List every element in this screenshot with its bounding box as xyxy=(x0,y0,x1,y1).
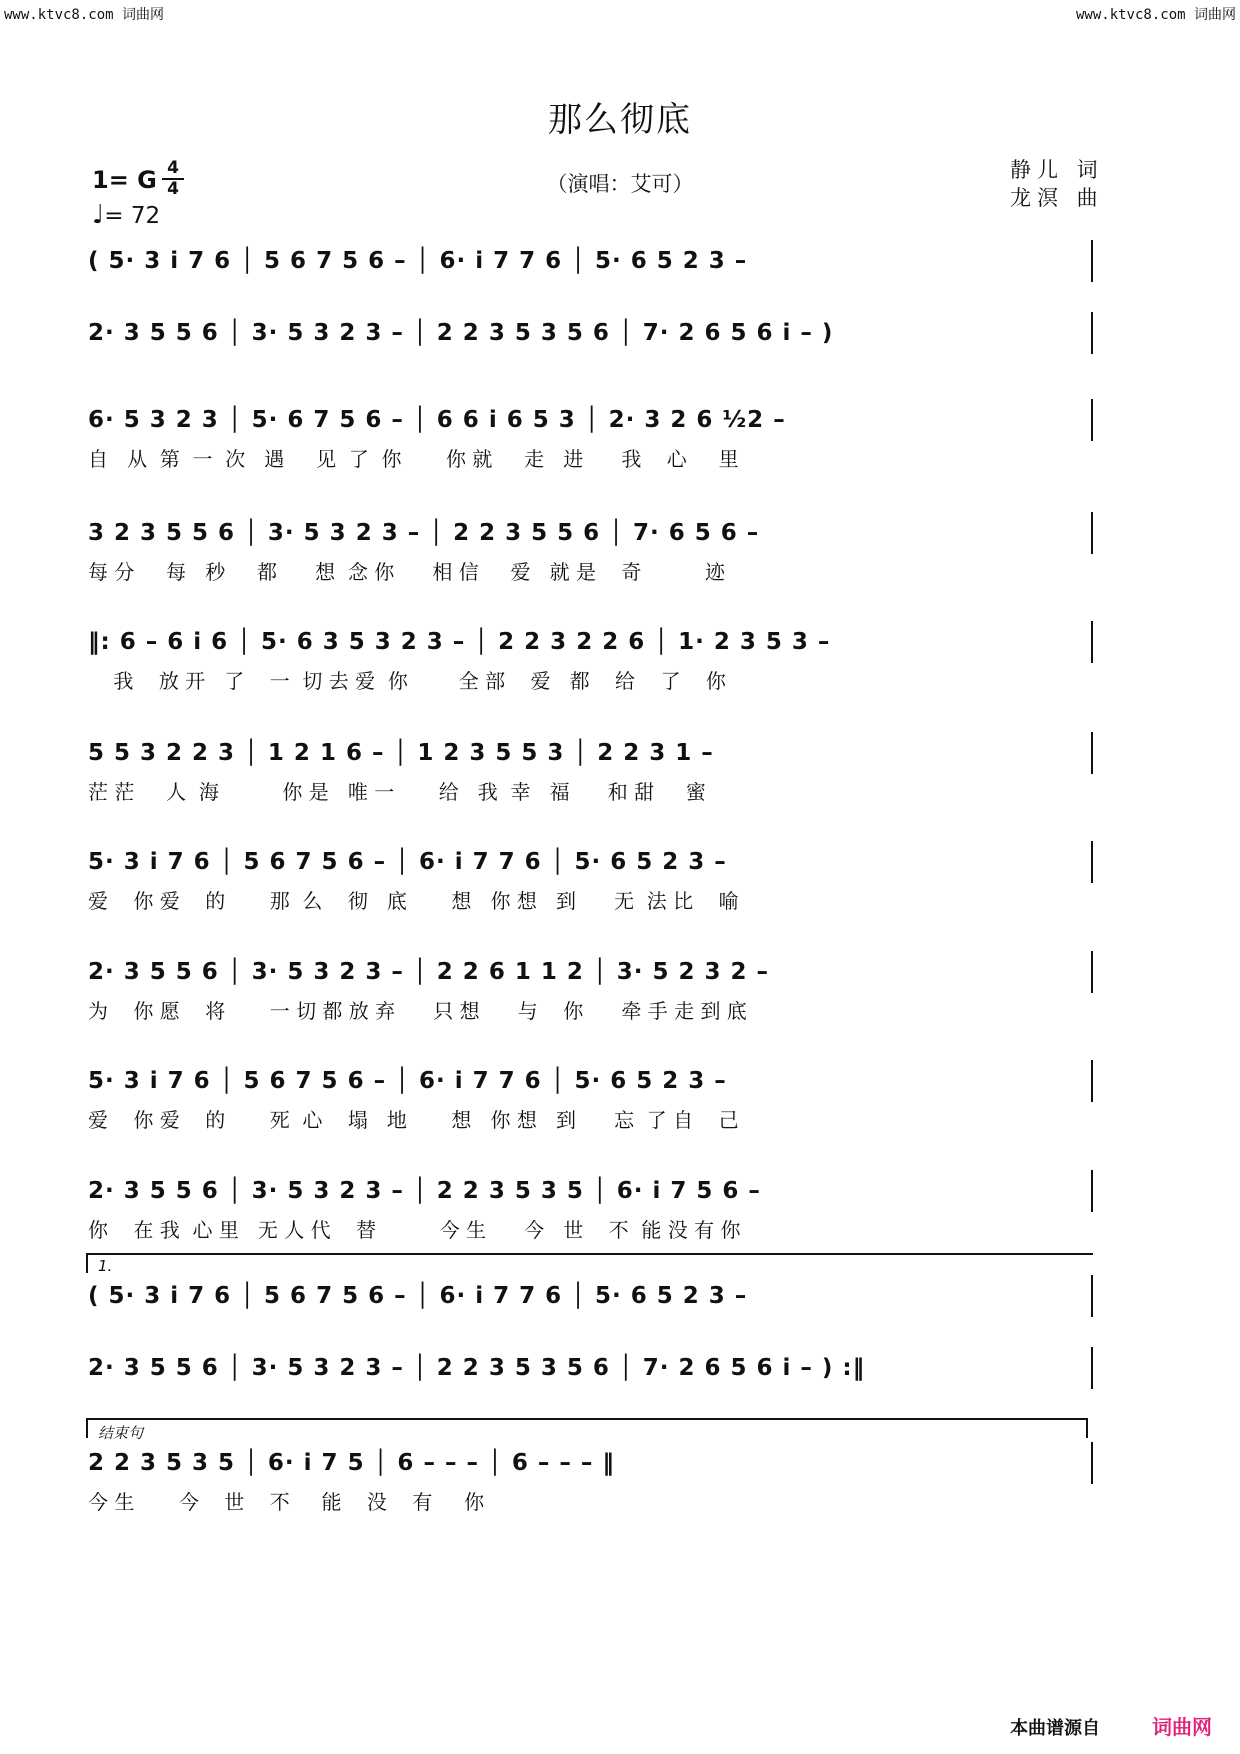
notation-line: 6· 5 3 2 3 │ 5· 6 7 5 6 – │ 6 6 i 6 5 3 │ 2· 3 2 6 ½2 – xyxy=(88,407,786,433)
music-system xyxy=(88,1448,1093,1516)
music-system xyxy=(88,246,1093,276)
notation-line: 2 2 3 5 3 5 │ 6· i 7 5 │ 6 – – – │ 6 – – – ‖ xyxy=(88,1450,615,1476)
music-system xyxy=(88,738,1093,806)
notation-line: 5 5 3 2 2 3 │ 1 2 1 6 – │ 1 2 3 5 5 3 │ 2 2 3 1 – xyxy=(88,740,714,766)
lyric-line: 你 在 我 心 里 无 人 代 替 今 生 今 世 不 能 没 有 你 xyxy=(88,1218,741,1242)
notation-line: ‖: 6 – 6 i 6 │ 5· 6 3 5 3 2 3 – │ 2 2 3 2 2 6 │ 1· 2 3 5 3 – xyxy=(88,629,831,655)
site-header-right: www.ktvc8.com 词曲网 xyxy=(1075,7,1236,23)
notation-line: 2· 3 5 5 6 │ 3· 5 3 2 3 – │ 2 2 3 5 3 5 │ 6· i 7 5 6 – xyxy=(88,1178,761,1204)
notation-line: 2· 3 5 5 6 │ 3· 5 3 2 3 – │ 2 2 6 1 1 2 │ 3· 5 2 3 2 – xyxy=(88,959,770,985)
lyric-line: 爱 你 爱 的 死 心 塌 地 想 你 想 到 忘 了 自 己 xyxy=(88,1108,739,1132)
lyric-line: 我 放 开 了 一 切 去 爱 你 全 部 爱 都 给 了 你 xyxy=(88,669,726,693)
time-signature-bottom: 4 xyxy=(167,179,179,199)
coda-label: 结束句 xyxy=(98,1424,144,1442)
first-ending-bracket xyxy=(86,1253,1093,1273)
tempo-value: = 72 xyxy=(104,203,161,229)
notation-line: ( 5· 3 i 7 6 │ 5 6 7 5 6 – │ 6· i 7 7 6 │ 5· 6 5 2 3 – xyxy=(88,248,748,274)
music-system xyxy=(88,318,1093,348)
notation-line: 5· 3 i 7 6 │ 5 6 7 5 6 – │ 6· i 7 7 6 │ 5· 6 5 2 3 – xyxy=(88,1068,727,1094)
notation-line: ( 5· 3 i 7 6 │ 5 6 7 5 6 – │ 6· i 7 7 6 │ 5· 6 5 2 3 – xyxy=(88,1283,748,1309)
music-system xyxy=(88,1281,1093,1311)
tempo-marking xyxy=(92,200,160,230)
music-system xyxy=(88,847,1093,915)
quarter-note-icon: ♩ xyxy=(92,200,105,230)
lyric-line: 为 你 愿 将 一 切 都 放 弃 只 想 与 你 牵 手 走 到 底 xyxy=(88,999,747,1023)
music-system xyxy=(88,405,1093,473)
music-system xyxy=(88,518,1093,586)
lyricist-credit: 静儿 词 xyxy=(1010,158,1104,182)
notation-line: 3 2 3 5 5 6 │ 3· 5 3 2 3 – │ 2 2 3 5 5 6 │ 7· 6 5 6 – xyxy=(88,520,760,546)
notation-line: 2· 3 5 5 6 │ 3· 5 3 2 3 – │ 2 2 3 5 3 5 6 │ 7· 2 6 5 6 i – ) :‖ xyxy=(88,1355,866,1381)
song-title: 那么彻底 xyxy=(548,100,692,140)
site-header-left: www.ktvc8.com 词曲网 xyxy=(4,7,165,23)
lyric-line: 茫 茫 人 海 你 是 唯 一 给 我 幸 福 和 甜 蜜 xyxy=(88,780,706,804)
music-system xyxy=(88,1176,1093,1244)
lyric-line: 每 分 每 秒 都 想 念 你 相 信 爱 就 是 奇 迹 xyxy=(88,560,725,584)
music-system xyxy=(88,1353,1093,1383)
footer-source-text: 本曲谱源自 xyxy=(1010,1718,1100,1739)
lyric-line: 爱 你 爱 的 那 么 彻 底 想 你 想 到 无 法 比 喻 xyxy=(88,889,739,913)
time-signature-top: 4 xyxy=(167,158,179,178)
music-system xyxy=(88,957,1093,1025)
lyric-line: 自 从 第 一 次 遇 见 了 你 你 就 走 进 我 心 里 xyxy=(88,447,739,471)
lyric-line: 今 生 今 世 不 能 没 有 你 xyxy=(88,1490,485,1514)
composer-credit: 龙溟 曲 xyxy=(1010,186,1104,210)
first-ending-label: 1. xyxy=(98,1257,113,1275)
singer-credit: （演唱：艾可） xyxy=(546,172,694,196)
key-signature: 1= G xyxy=(92,166,157,194)
music-system xyxy=(88,627,1093,695)
notation-line: 5· 3 i 7 6 │ 5 6 7 5 6 – │ 6· i 7 7 6 │ 5· 6 5 2 3 – xyxy=(88,849,727,875)
footer-logo[interactable]: 词曲网 xyxy=(1152,1715,1212,1739)
notation-line: 2· 3 5 5 6 │ 3· 5 3 2 3 – │ 2 2 3 5 3 5 6 │ 7· 2 6 5 6 i – ) xyxy=(88,320,834,346)
music-system xyxy=(88,1066,1093,1134)
coda-bracket xyxy=(86,1418,1088,1442)
